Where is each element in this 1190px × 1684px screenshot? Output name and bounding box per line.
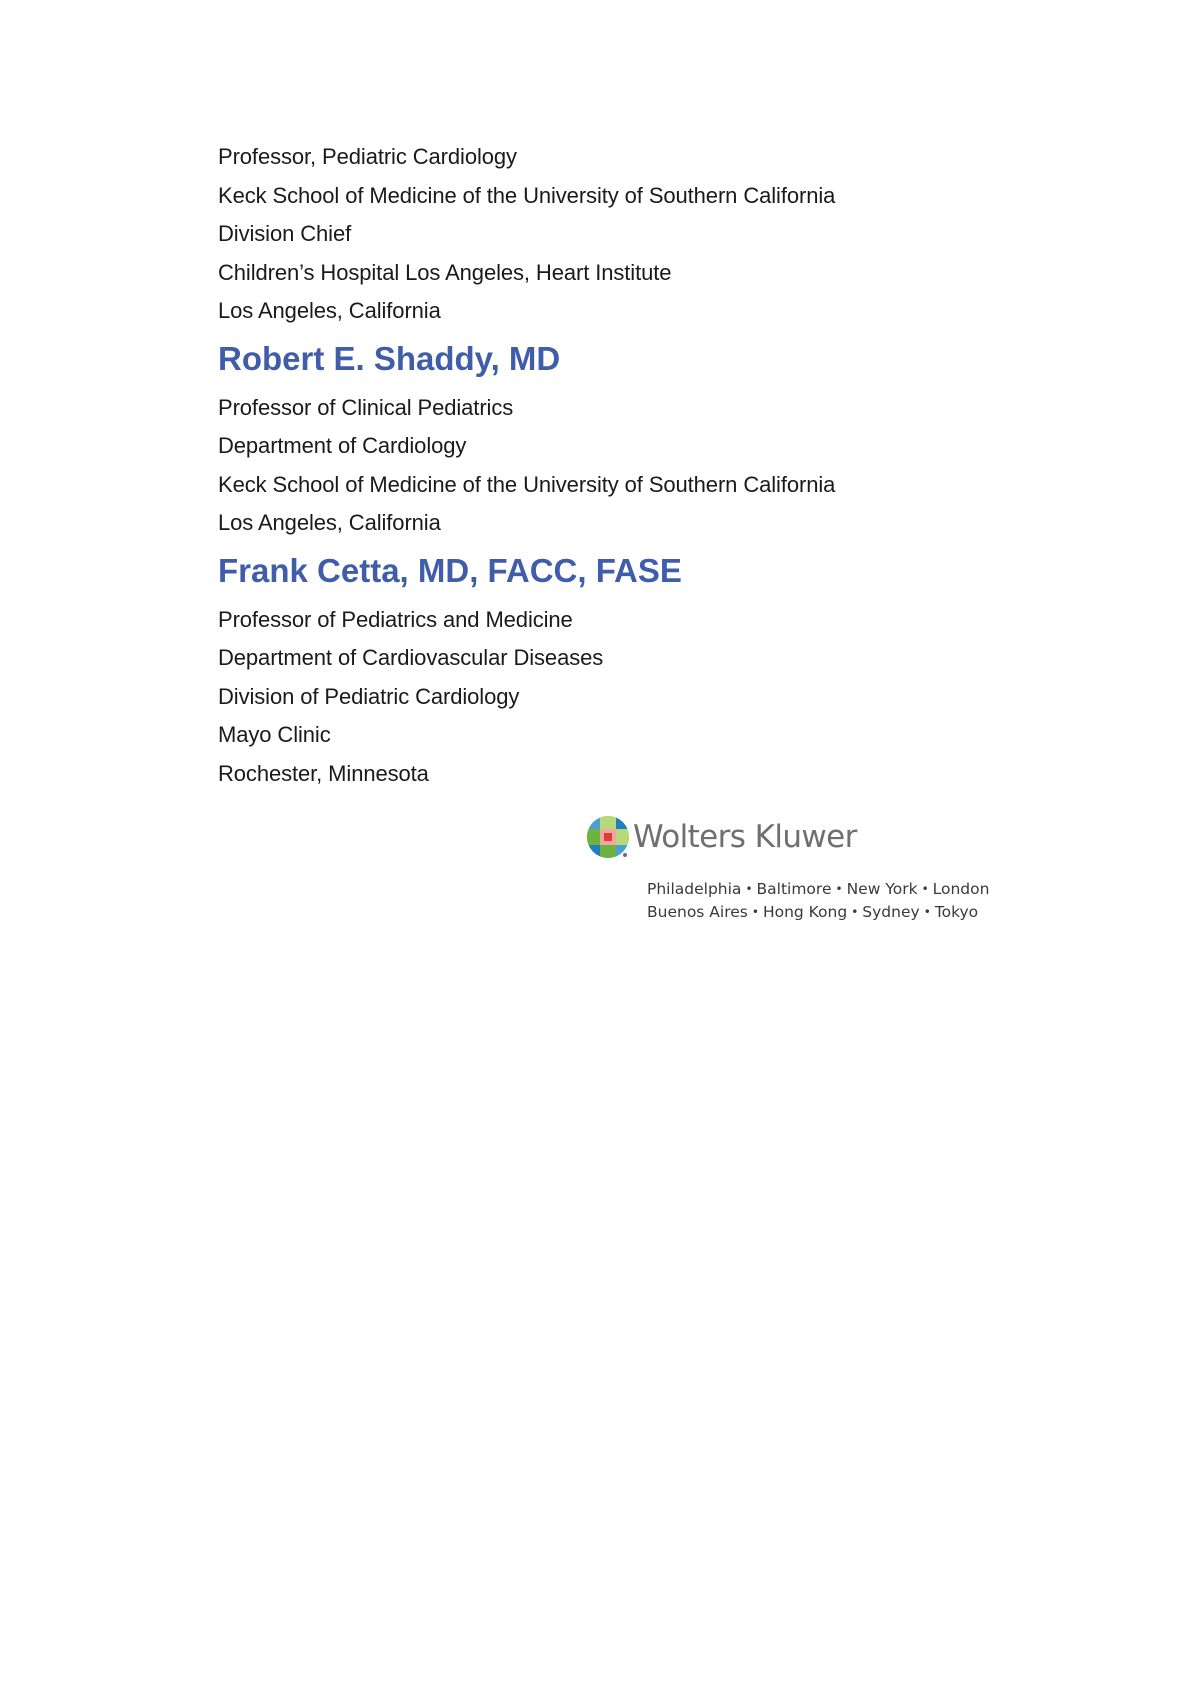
city: Tokyo [934,903,979,921]
affiliation-line: Mayo Clinic [218,722,331,747]
affiliation-line: Keck School of Medicine of the University of Southern California [218,471,836,497]
affiliation-line: Department of Cardiology [218,433,467,458]
affiliation-line: Los Angeles, California [218,510,441,535]
contributor-name: Robert E. Shaddy, MD [218,339,561,377]
contributor-block-2 [218,337,1038,543]
publisher-logo [585,812,1005,862]
separator: • [851,905,859,919]
affiliation-line: Professor of Clinical Pediatrics [218,394,514,420]
affiliation-line: Professor of Pediatrics and Medicine [218,606,573,632]
city: Buenos Aires [647,903,748,921]
affiliation-line: Division of Pediatric Cardiology [218,683,520,709]
city: Sydney [862,903,920,921]
separator: • [923,905,931,919]
city: Philadelphia [647,880,742,898]
affiliation-line: Children’s Hospital Los Angeles, Heart Institute [218,259,672,285]
city: New York [846,880,918,898]
separator: • [921,882,929,896]
contributor-name: Frank Cetta, MD, FACC, FASE [218,551,682,589]
cities-row-2 [647,901,1005,924]
affiliation-line: Professor, Pediatric Cardiology [218,144,517,169]
affiliation-line: Los Angeles, California [218,298,441,323]
publisher-cities [647,878,1005,924]
city: London [932,880,990,898]
separator: • [751,905,759,919]
wolters-kluwer-logo-icon [585,814,631,860]
city: Hong Kong [762,903,848,921]
affiliation-line: Keck School of Medicine of the University of Southern California [218,182,836,208]
affiliation-line: Rochester, Minnesota [218,760,429,786]
publisher-imprint [585,812,1005,924]
contributor-block-3 [218,549,1038,794]
affiliation-line: Department of Cardiovascular Diseases [218,645,604,670]
city: Baltimore [756,880,832,898]
contributor-list [218,138,1038,793]
separator: • [835,882,843,896]
contributor-block-1 [218,138,1038,331]
cities-row-1 [647,878,1005,901]
publisher-name: Wolters Kluwer [633,819,857,855]
separator: • [745,882,753,896]
affiliation-line: Division Chief [218,221,352,246]
